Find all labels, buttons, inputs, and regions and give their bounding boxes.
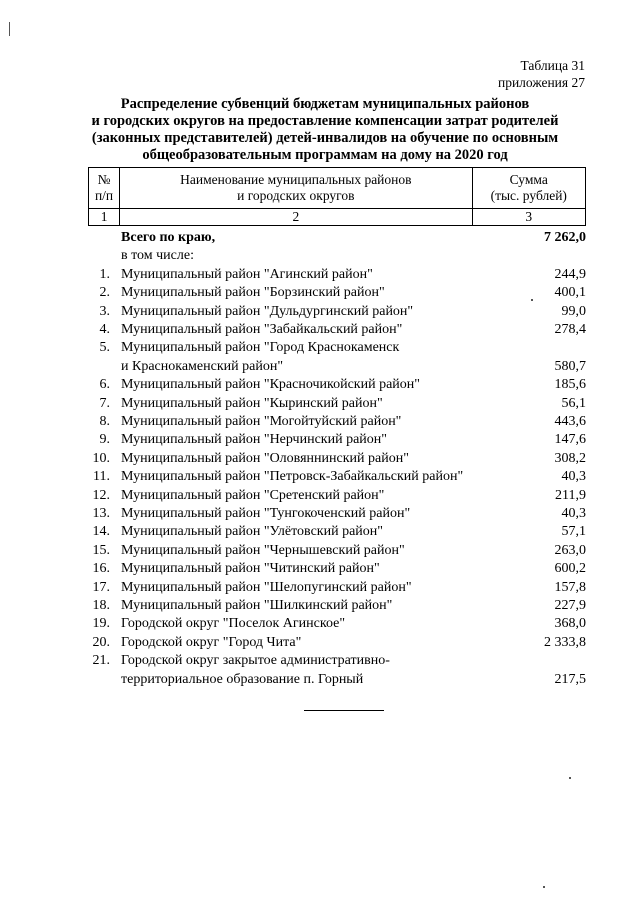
including-label: в том числе: bbox=[121, 248, 194, 264]
table-number-label: Таблица 31 bbox=[520, 58, 585, 73]
table-row bbox=[0, 431, 640, 449]
row-value: 600,2 bbox=[554, 561, 586, 577]
row-number: 8. bbox=[99, 414, 110, 429]
column-index: 1 bbox=[89, 209, 120, 226]
row-name: Городской округ закрытое административно- bbox=[121, 653, 390, 669]
row-number: 7. bbox=[99, 395, 110, 411]
row-name: Муниципальный район "Борзинский район" bbox=[121, 285, 385, 301]
table-row bbox=[0, 542, 640, 560]
row-value: 227,9 bbox=[554, 598, 586, 613]
row-value: 211,9 bbox=[555, 487, 586, 503]
row-name: Муниципальный район "Красночикойский район" bbox=[121, 377, 420, 393]
total-value: 7 262,0 bbox=[544, 230, 586, 245]
title-line: Распределение субвенций бюджетам муниципальных районов bbox=[120, 96, 530, 112]
column-header-name: Наименование муниципальных районов и городских округов bbox=[120, 168, 472, 209]
row-name: Городской округ "Город Чита" bbox=[121, 634, 302, 650]
row-number: 2. bbox=[99, 285, 110, 301]
column-index: 3 bbox=[472, 209, 585, 226]
table-row bbox=[0, 505, 640, 523]
row-name: Муниципальный район "Тунгокоченский район" bbox=[121, 506, 411, 521]
row-number: 17. bbox=[92, 579, 110, 595]
row-number: 3. bbox=[99, 303, 110, 319]
row-number: 10. bbox=[92, 450, 110, 466]
scan-mark bbox=[531, 299, 533, 301]
row-value: 40,3 bbox=[561, 469, 586, 485]
row-name: Муниципальный район "Нерчинский район" bbox=[121, 432, 387, 448]
row-number: 1. bbox=[99, 266, 110, 282]
row-value: 57,1 bbox=[561, 524, 586, 540]
row-name: Муниципальный район "Агинский район" bbox=[121, 266, 373, 282]
row-number: 13. bbox=[92, 506, 110, 521]
table-row bbox=[0, 634, 640, 652]
column-header-sum: Сумма (тыс. рублей) bbox=[472, 168, 585, 209]
table-row bbox=[0, 615, 640, 633]
table-row-continuation bbox=[0, 358, 640, 376]
row-number: 19. bbox=[92, 616, 110, 632]
row-number: 4. bbox=[99, 322, 110, 337]
row-value: 278,4 bbox=[554, 322, 586, 337]
table-row bbox=[0, 560, 640, 578]
table-row bbox=[0, 523, 640, 541]
row-value: 580,7 bbox=[554, 358, 586, 374]
table-row bbox=[0, 468, 640, 486]
end-divider bbox=[304, 710, 384, 711]
row-value: 263,0 bbox=[554, 542, 586, 558]
table-row bbox=[0, 395, 640, 413]
row-number: 9. bbox=[99, 432, 110, 448]
row-number: 21. bbox=[92, 653, 110, 669]
row-value: 443,6 bbox=[554, 414, 586, 429]
row-value: 2 333,8 bbox=[544, 634, 586, 650]
row-value: 368,0 bbox=[554, 616, 586, 632]
column-header-number: № п/п bbox=[89, 168, 120, 209]
row-name: Муниципальный район "Шелопугинский район" bbox=[121, 579, 412, 595]
row-number: 16. bbox=[92, 561, 110, 577]
row-value: 99,0 bbox=[561, 303, 586, 319]
row-value: 147,6 bbox=[554, 432, 586, 448]
row-value: 56,1 bbox=[561, 395, 586, 411]
row-number: 11. bbox=[93, 469, 110, 485]
row-name: Муниципальный район "Чернышевский район" bbox=[121, 542, 405, 558]
row-value: 217,5 bbox=[554, 671, 586, 687]
title-line: и городских округов на предоставление компенсации затрат родителей bbox=[91, 113, 559, 129]
row-value: 400,1 bbox=[554, 285, 586, 301]
table-row bbox=[0, 579, 640, 597]
total-label: Всего по краю, bbox=[121, 230, 216, 245]
row-number: 18. bbox=[92, 598, 110, 613]
column-index-row bbox=[89, 209, 586, 226]
table-row bbox=[0, 652, 640, 670]
appendix-label: приложения 27 bbox=[497, 75, 585, 90]
row-name: Муниципальный район "Кыринский район" bbox=[121, 395, 383, 411]
row-name: Муниципальный район "Сретенский район" bbox=[121, 487, 385, 503]
title-line: общеобразовательным программам на дому на 2020 год bbox=[142, 147, 508, 163]
table-row bbox=[0, 284, 640, 302]
table-row-continuation bbox=[0, 671, 640, 689]
row-name: Муниципальный район "Петровск-Забайкальский район" bbox=[121, 469, 464, 485]
row-name: Муниципальный район "Улётовский район" bbox=[121, 524, 383, 540]
table-row bbox=[0, 303, 640, 321]
table-row bbox=[0, 266, 640, 284]
row-name: Муниципальный район "Дульдургинский район" bbox=[121, 303, 414, 319]
title-line: (законных представителей) детей-инвалидов на обучение по основным bbox=[91, 130, 559, 146]
table-row bbox=[0, 597, 640, 615]
row-name: Муниципальный район "Забайкальский район" bbox=[121, 322, 403, 337]
row-value: 185,6 bbox=[554, 377, 586, 393]
scan-mark bbox=[543, 886, 545, 888]
total-row bbox=[0, 229, 640, 247]
subtotal-caption-row bbox=[0, 247, 640, 265]
row-value: 157,8 bbox=[554, 579, 586, 595]
table-row bbox=[0, 487, 640, 505]
table-row bbox=[0, 413, 640, 431]
row-name: Муниципальный район "Шилкинский район" bbox=[121, 598, 393, 613]
row-name: Муниципальный район "Город Краснокаменск bbox=[121, 340, 400, 356]
table-row bbox=[0, 339, 640, 357]
row-number: 6. bbox=[99, 377, 110, 393]
table-row bbox=[0, 450, 640, 468]
row-value: 40,3 bbox=[561, 506, 586, 521]
row-value: 244,9 bbox=[554, 266, 586, 282]
row-number: 15. bbox=[92, 542, 110, 558]
row-name-continued: территориальное образование п. Горный bbox=[121, 671, 364, 687]
column-index: 2 bbox=[120, 209, 472, 226]
document-title bbox=[60, 96, 590, 164]
row-name: Городской округ "Поселок Агинское" bbox=[121, 616, 346, 632]
row-number: 12. bbox=[92, 487, 110, 503]
row-number: 20. bbox=[92, 634, 110, 650]
row-name-continued: и Краснокаменский район" bbox=[121, 358, 284, 374]
table-row bbox=[0, 321, 640, 339]
table-row bbox=[0, 376, 640, 394]
row-name: Муниципальный район "Могойтуйский район" bbox=[121, 414, 402, 429]
row-value: 308,2 bbox=[554, 450, 586, 466]
scan-mark bbox=[569, 777, 571, 779]
row-number: 14. bbox=[92, 524, 110, 540]
scan-mark bbox=[9, 22, 10, 36]
row-name: Муниципальный район "Оловяннинский район" bbox=[121, 450, 409, 466]
table-header bbox=[88, 167, 586, 226]
row-name: Муниципальный район "Читинский район" bbox=[121, 561, 380, 577]
row-number: 5. bbox=[99, 340, 110, 356]
